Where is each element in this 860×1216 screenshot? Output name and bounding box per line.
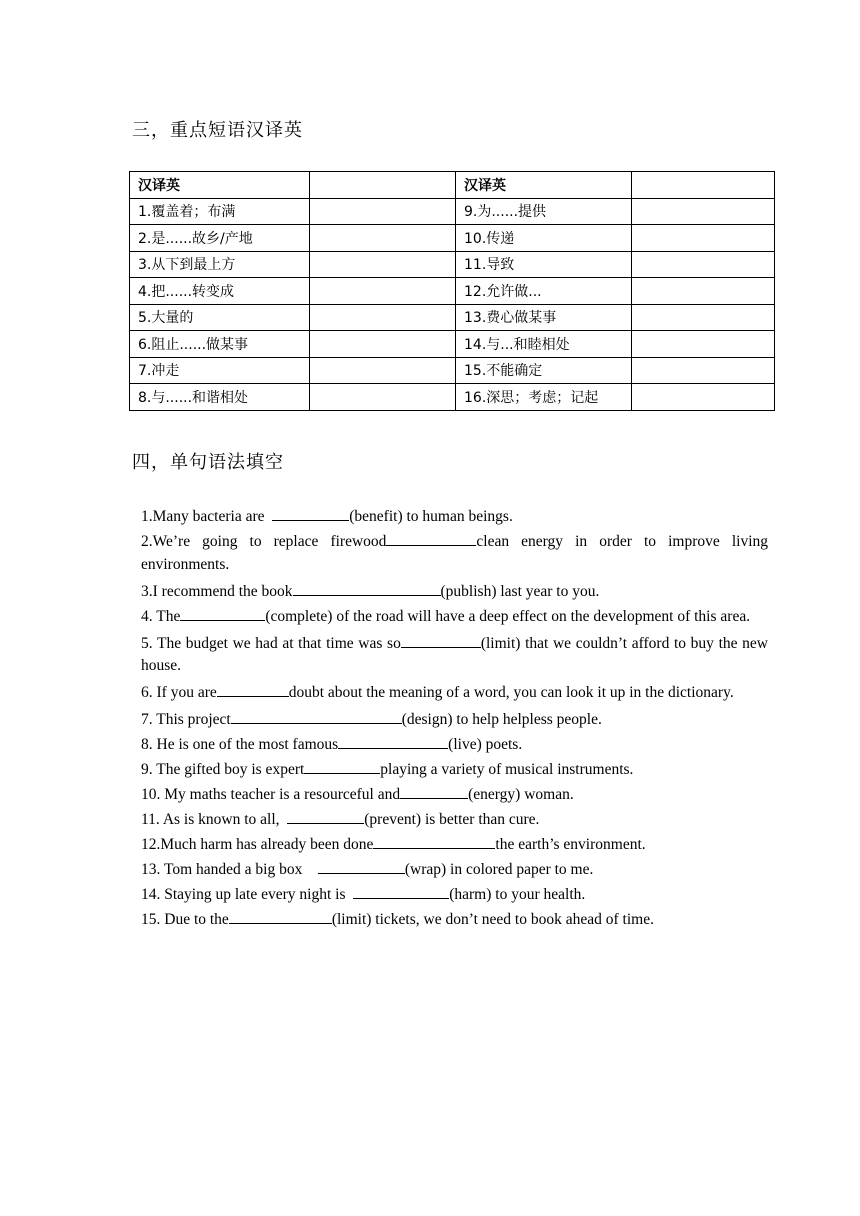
answer-blank[interactable] (400, 783, 468, 799)
answer-cell[interactable] (632, 198, 775, 225)
sentence-text-after: (complete) of the road will have a deep effect on the development of this area. (265, 607, 751, 625)
sentence-text-after: (publish) last year to you. (440, 582, 600, 600)
answer-blank[interactable] (373, 833, 495, 849)
sentence-text-before: 1.Many bacteria are (141, 508, 273, 525)
sentence-text-after: the earth’s environment. (495, 836, 646, 853)
sentence-text-after: (wrap) in colored paper to me. (404, 861, 594, 878)
answer-blank[interactable] (180, 605, 265, 621)
table-row (130, 331, 775, 358)
phrase-right: 9.为......提供 (456, 198, 632, 225)
sentence-text-before: 13. Tom handed a big box (141, 861, 318, 878)
answer-cell[interactable] (310, 357, 456, 384)
table-row (130, 278, 775, 305)
answer-cell[interactable] (310, 251, 456, 278)
sentence-item (141, 580, 768, 604)
answer-cell[interactable] (632, 278, 775, 305)
answer-cell[interactable] (310, 278, 456, 305)
phrase-left: 7.冲走 (130, 357, 310, 384)
answer-blank[interactable] (304, 758, 380, 774)
answer-blank[interactable] (272, 505, 349, 521)
answer-blank[interactable] (231, 708, 402, 724)
sentence-list (141, 505, 768, 933)
sentence-item (141, 808, 768, 832)
answer-cell[interactable] (632, 304, 775, 331)
sentence-item (141, 505, 768, 529)
table-row (130, 304, 775, 331)
phrase-table (129, 171, 775, 411)
sentence-item (141, 883, 768, 907)
answer-blank[interactable] (229, 908, 332, 924)
sentence-text-after: (limit) that we couldn’t afford to buy the new house. (141, 634, 768, 674)
answer-blank[interactable] (401, 632, 481, 648)
sentence-text-before: 6. If you are (141, 684, 217, 701)
phrase-left: 4.把......转变成 (130, 278, 310, 305)
sentence-text-before: 10. My maths teacher is a resourceful and (141, 786, 401, 803)
answer-blank[interactable] (353, 883, 449, 899)
sentence-item (141, 733, 768, 757)
answer-blank[interactable] (287, 808, 364, 824)
sentence-text-after: (limit) tickets, we don’t need to book ahead of time. (331, 911, 654, 928)
answer-cell[interactable] (310, 172, 456, 199)
answer-cell[interactable] (310, 198, 456, 225)
answer-cell[interactable] (632, 251, 775, 278)
sentence-text-before: 7. This project (141, 711, 231, 728)
answer-blank[interactable] (293, 580, 441, 596)
sentence-text-before: 12.Much harm has already been done (141, 836, 374, 853)
table-header-row (130, 172, 775, 199)
sentence-text-after: doubt about the meaning of a word, you can look it up in the dictionary. (288, 684, 734, 701)
sentence-text-after: (prevent) is better than cure. (364, 811, 540, 828)
phrase-left: 2.是......故乡/产地 (130, 225, 310, 252)
answer-cell[interactable] (632, 384, 775, 411)
sentence-text-before: 2.We’re going to replace firewood (141, 533, 387, 550)
sentence-text-after: (energy) woman. (468, 786, 574, 803)
phrase-right: 12.允许做... (456, 278, 632, 305)
sentence-text-before: 14. Staying up late every night is (141, 886, 354, 903)
table-row (130, 251, 775, 278)
phrase-right: 10.传递 (456, 225, 632, 252)
phrase-right: 11.导致 (456, 251, 632, 278)
phrase-left: 1.覆盖着；布满 (130, 198, 310, 225)
answer-cell[interactable] (632, 331, 775, 358)
phrase-left: 3.从下到最上方 (130, 251, 310, 278)
answer-cell[interactable] (632, 225, 775, 252)
sentence-item (141, 758, 768, 782)
sentence-item (141, 858, 768, 882)
section-3-title: 三，重点短语汉译英 (132, 120, 303, 141)
sentence-text-before: 8. He is one of the most famous (141, 736, 339, 753)
sentence-text-before: 5. The budget we had at that time was so (141, 634, 401, 652)
answer-cell[interactable] (310, 225, 456, 252)
sentence-item (141, 605, 768, 629)
sentence-text-before: 9. The gifted boy is expert (141, 761, 305, 778)
sentence-item (141, 530, 768, 576)
sentence-item (141, 681, 768, 705)
sentence-text-after: (harm) to your health. (449, 886, 586, 903)
sentence-item (141, 783, 768, 807)
answer-cell[interactable] (310, 331, 456, 358)
sentence-item (141, 632, 768, 678)
phrase-right: 14.与...和睦相处 (456, 331, 632, 358)
answer-blank[interactable] (318, 858, 405, 874)
sentence-item (141, 833, 768, 857)
table-row (130, 357, 775, 384)
table-row (130, 198, 775, 225)
sentence-text-after: clean energy in order to improve living environments. (141, 533, 768, 573)
answer-blank[interactable] (386, 530, 476, 546)
table-row (130, 225, 775, 252)
sentence-text-before: 4. The (141, 607, 181, 625)
sentence-text-after: (design) to help helpless people. (401, 711, 602, 728)
phrase-right: 15.不能确定 (456, 357, 632, 384)
section-4-title: 四，单句语法填空 (132, 452, 284, 473)
answer-blank[interactable] (338, 733, 448, 749)
table-row (130, 384, 775, 411)
sentence-text-after: playing a variety of musical instruments. (380, 761, 634, 778)
answer-cell[interactable] (310, 384, 456, 411)
sentence-text-before: 15. Due to the (141, 911, 229, 928)
header-left: 汉译英 (130, 172, 310, 199)
sentence-text-before: 11. As is known to all, (141, 811, 288, 828)
phrase-left: 5.大量的 (130, 304, 310, 331)
phrase-right: 16.深思；考虑；记起 (456, 384, 632, 411)
phrase-right: 13.费心做某事 (456, 304, 632, 331)
answer-cell[interactable] (632, 172, 775, 199)
phrase-left: 6.阻止......做某事 (130, 331, 310, 358)
answer-blank[interactable] (217, 681, 289, 697)
header-right: 汉译英 (456, 172, 632, 199)
phrase-left: 8.与......和谐相处 (130, 384, 310, 411)
sentence-text-before: 3.I recommend the book (141, 582, 293, 600)
sentence-item (141, 908, 768, 932)
sentence-item (141, 708, 768, 732)
sentence-text-after: (benefit) to human beings. (349, 508, 513, 525)
answer-cell[interactable] (632, 357, 775, 384)
answer-cell[interactable] (310, 304, 456, 331)
sentence-text-after: (live) poets. (448, 736, 523, 753)
